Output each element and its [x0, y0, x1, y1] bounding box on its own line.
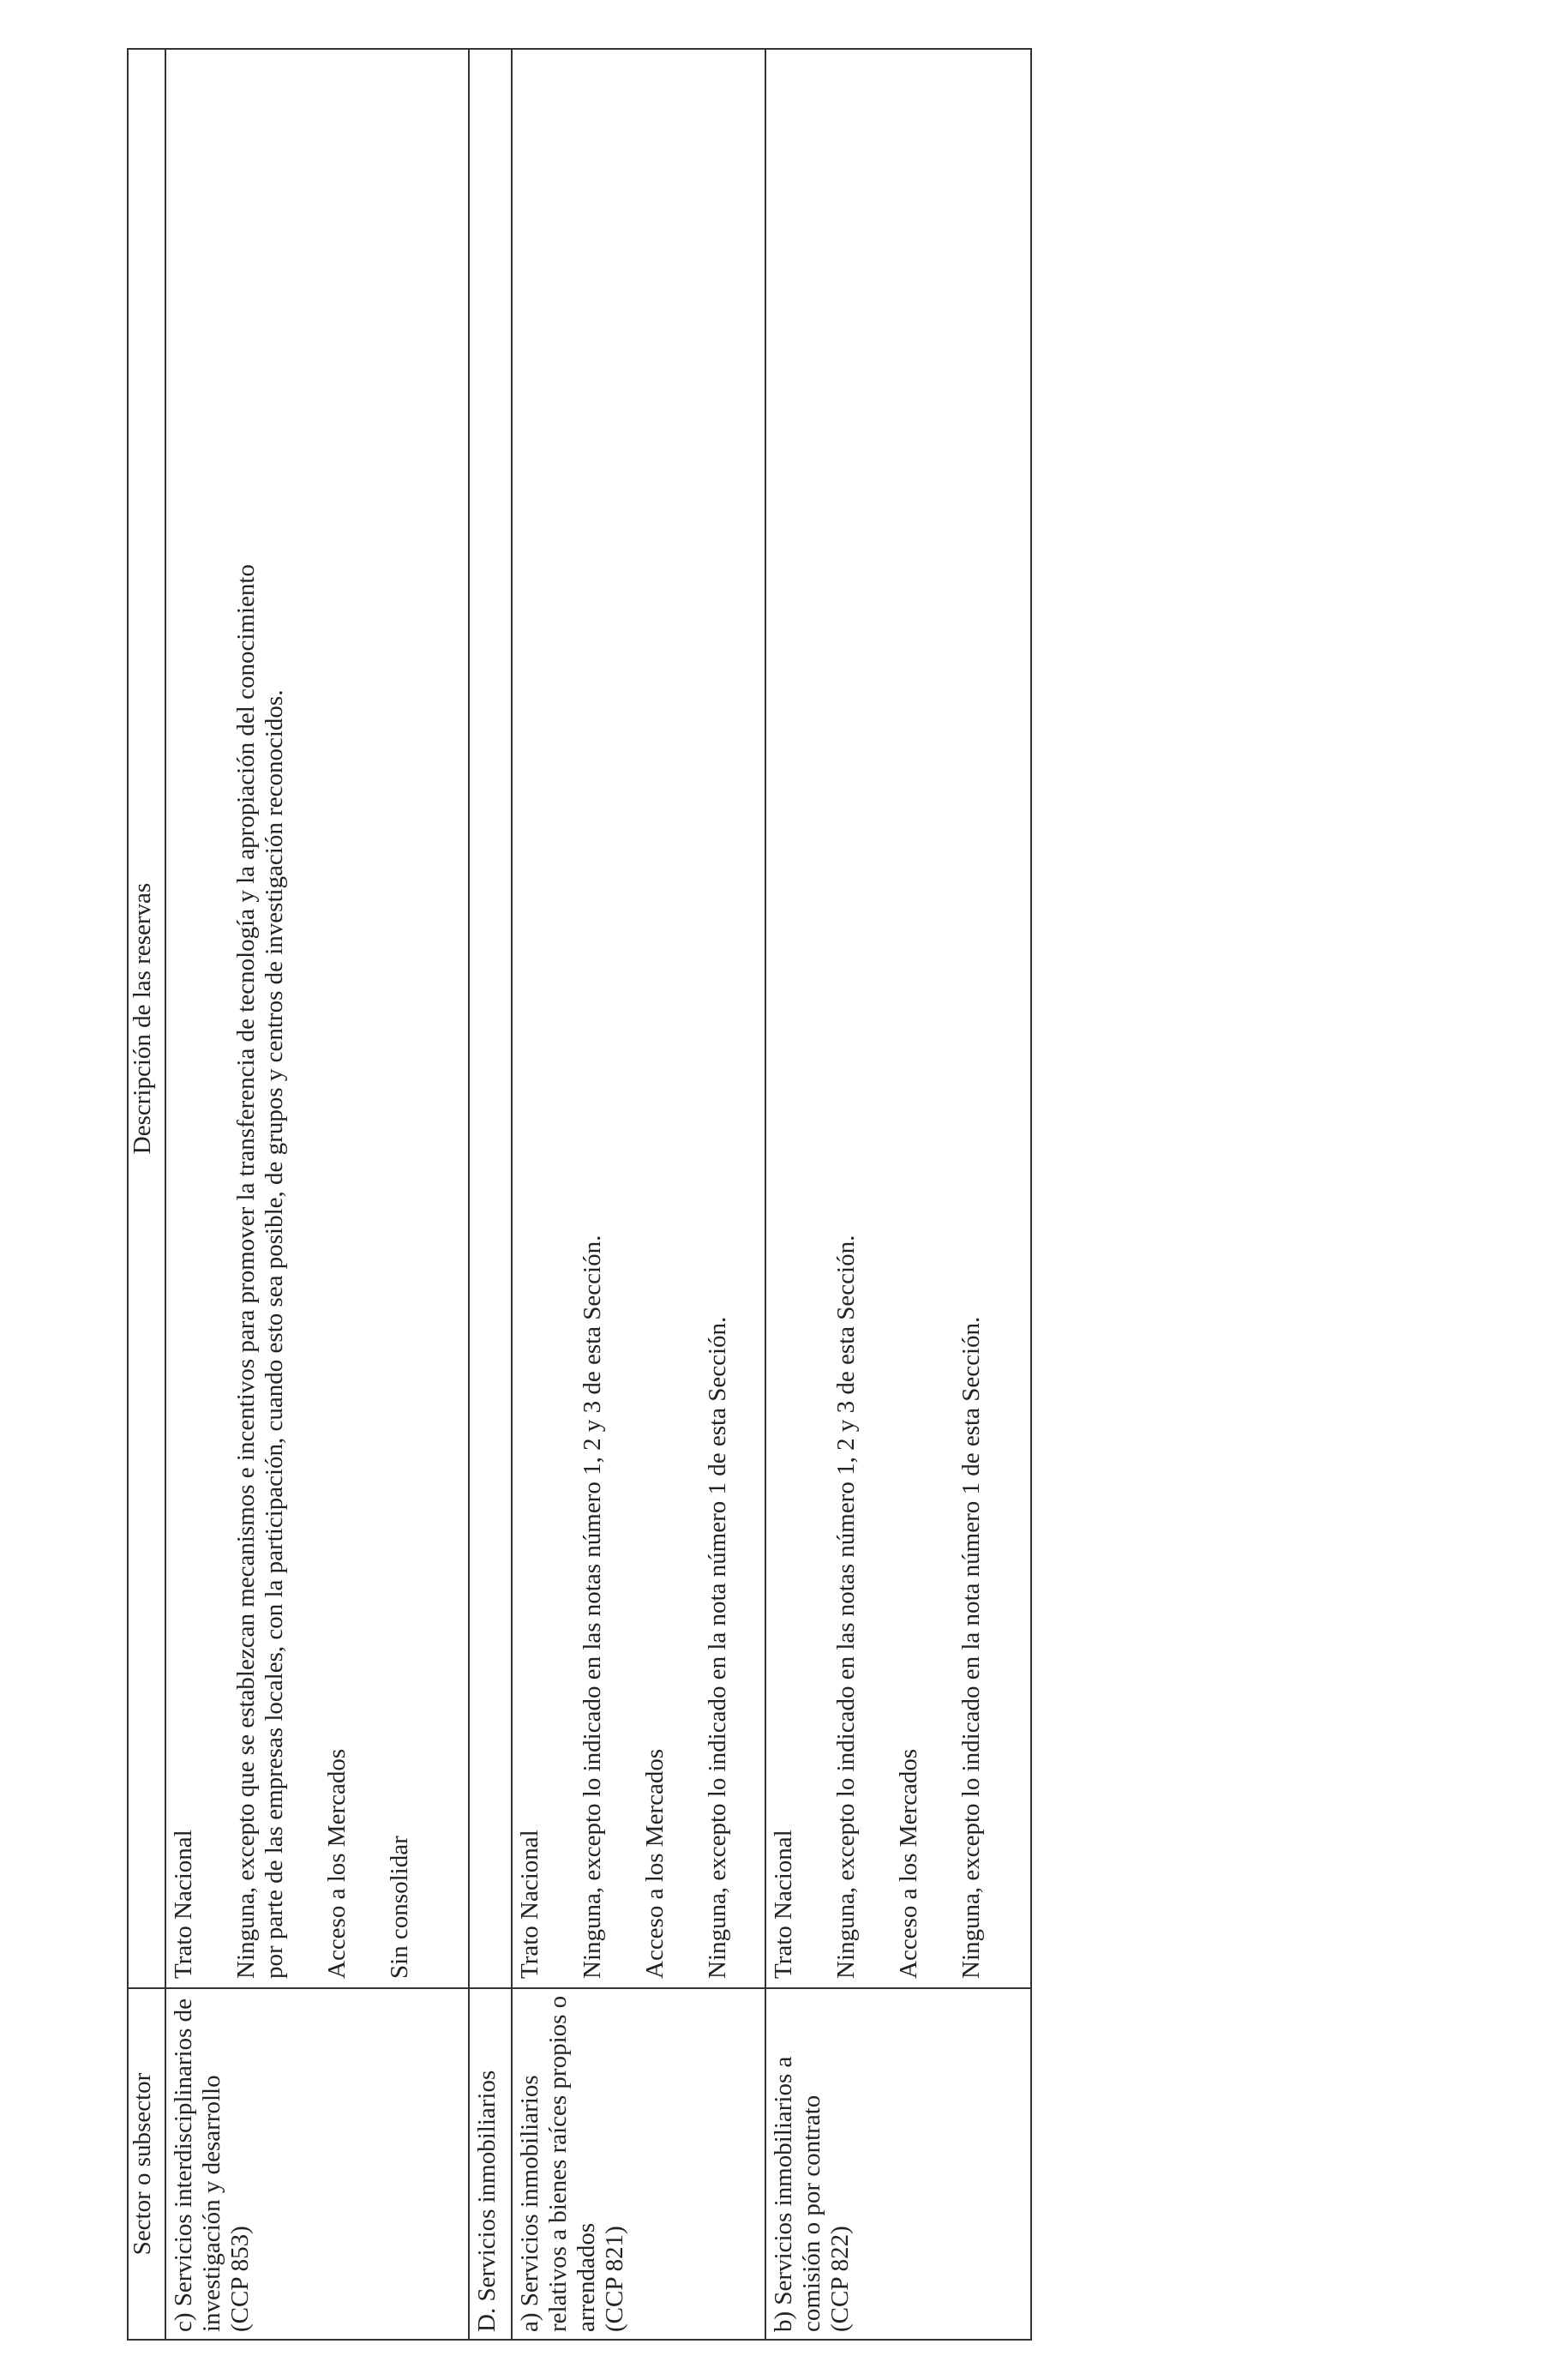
description-cell: [512, 49, 765, 1988]
national-treatment-text: Ninguna, excepto lo indicado en las notas número 1, 2 y 3 de esta Sección.: [832, 1235, 860, 1979]
sector-line: c) Servicios interdisciplinarios de: [170, 1998, 197, 2332]
description-cell: [165, 49, 469, 1988]
sector-line: b) Servicios inmobiliarios a: [770, 2056, 797, 2332]
sector-heading-cell: [469, 1988, 512, 2340]
sector-line: (CCP 853): [226, 2226, 254, 2332]
sector-line: (CCP 822): [826, 2226, 854, 2332]
national-treatment-text: por parte de las empresas locales, con la participación, cuando esto sea posible, de grupos y centros de investigación reconocidos.: [261, 689, 288, 1979]
sector-line: investigación y desarrollo: [198, 2075, 225, 2332]
header-description: Descripción de las reservas: [128, 49, 165, 1988]
national-treatment-title: Trato Nacional: [170, 1830, 197, 1979]
market-access-title: Acceso a los Mercados: [323, 1748, 351, 1979]
sector-line: (CCP 821): [601, 2226, 628, 2332]
rotated-page: [127, 50, 1017, 2341]
market-access-title: Acceso a los Mercados: [895, 1748, 922, 1979]
national-treatment-title: Trato Nacional: [516, 1830, 543, 1979]
sector-cell: [512, 1988, 765, 2340]
national-treatment-title: Trato Nacional: [770, 1830, 797, 1979]
empty-description-cell: [469, 49, 512, 1988]
market-access-text: Ninguna, excepto lo indicado en la nota número 1 de esta Sección.: [704, 1316, 731, 1979]
sector-line: comisión o por contrato: [798, 2095, 825, 2332]
sector-cell: [165, 1988, 469, 2340]
national-treatment-text: Ninguna, excepto lo indicado en las notas número 1, 2 y 3 de esta Sección.: [579, 1235, 606, 1979]
sector-heading: D. Servicios inmobiliarios: [473, 2070, 501, 2332]
header-row: [128, 49, 165, 2340]
market-access-text: Sin consolidar: [386, 1836, 413, 1979]
market-access-text: Ninguna, excepto lo indicado en la nota número 1 de esta Sección.: [957, 1316, 985, 1979]
sector-cell: [765, 1988, 1031, 2340]
national-treatment-text: Ninguna, excepto que se establezcan mecanismos e incentivos para promover la transferencia de tecnología y la apropiación del conocimiento: [232, 564, 260, 1979]
header-sector: Sector o subsector: [128, 1988, 165, 2340]
sector-line: arrendados: [573, 2222, 600, 2332]
table-row: [165, 49, 469, 2340]
table-row: [469, 49, 512, 2340]
sector-line: relativos a bienes raíces propios o: [544, 1995, 572, 2332]
table-row: [765, 49, 1031, 2340]
sector-line: a) Servicios inmobiliarios: [516, 2075, 543, 2332]
reservations-table: [127, 48, 1032, 2341]
market-access-title: Acceso a los Mercados: [641, 1748, 669, 1979]
table-row: [512, 49, 765, 2340]
description-cell: [765, 49, 1031, 1988]
